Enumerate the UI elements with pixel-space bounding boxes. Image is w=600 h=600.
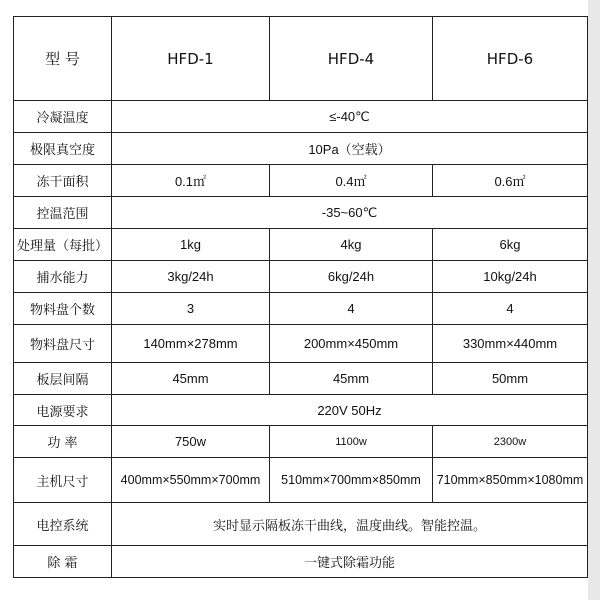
row-label: 极限真空度 (14, 133, 112, 165)
row-value: 140mm×278mm (112, 325, 270, 363)
row-value: 50mm (433, 363, 588, 395)
row-value: 6kg (433, 229, 588, 261)
row-label: 控温范围 (14, 197, 112, 229)
row-value: 1kg (112, 229, 270, 261)
table-row (14, 395, 588, 426)
row-value: 1100w (270, 426, 433, 458)
row-label: 板层间隔 (14, 363, 112, 395)
row-value: 3kg/24h (112, 261, 270, 293)
table-row (14, 458, 588, 503)
table-row (14, 363, 588, 395)
model-hfd-1: HFD-1 (112, 17, 270, 101)
row-label: 功 率 (14, 426, 112, 458)
row-label: 物料盘尺寸 (14, 325, 112, 363)
row-label: 冻干面积 (14, 165, 112, 197)
row-value: 510mm×700mm×850mm (270, 458, 433, 503)
row-value: 6kg/24h (270, 261, 433, 293)
row-value: 750w (112, 426, 270, 458)
row-label: 物料盘个数 (14, 293, 112, 325)
table-row (14, 426, 588, 458)
row-label: 电控系统 (14, 503, 112, 546)
row-label: 冷凝温度 (14, 101, 112, 133)
header-label: 型 号 (14, 17, 112, 101)
row-value: 2300w (433, 426, 588, 458)
row-label: 捕水能力 (14, 261, 112, 293)
row-label: 处理量（每批） (14, 229, 112, 261)
row-value: 一键式除霜功能 (112, 546, 588, 578)
table-row (14, 133, 588, 165)
table-row (14, 197, 588, 229)
row-label: 除 霜 (14, 546, 112, 578)
model-hfd-6: HFD-6 (433, 17, 588, 101)
table-row (14, 229, 588, 261)
row-value: 45mm (270, 363, 433, 395)
row-value: 0.4㎡ (270, 165, 433, 197)
row-value: 3 (112, 293, 270, 325)
table-row (14, 503, 588, 546)
row-value: 4 (270, 293, 433, 325)
table-row (14, 261, 588, 293)
row-value: 220V 50Hz (112, 395, 588, 426)
row-value: 4 (433, 293, 588, 325)
row-value: 710mm×850mm×1080mm (433, 458, 588, 503)
row-value: ≤-40℃ (112, 101, 588, 133)
table-row (14, 165, 588, 197)
table-row (14, 101, 588, 133)
row-value: 4kg (270, 229, 433, 261)
row-label: 主机尺寸 (14, 458, 112, 503)
row-value: 10Pa（空载） (112, 133, 588, 165)
row-value: 200mm×450mm (270, 325, 433, 363)
row-value: 45mm (112, 363, 270, 395)
table-row (14, 546, 588, 578)
model-hfd-4: HFD-4 (270, 17, 433, 101)
row-value: 400mm×550mm×700mm (112, 458, 270, 503)
row-label: 电源要求 (14, 395, 112, 426)
row-value: 实时显示隔板冻干曲线，温度曲线。智能控温。 (112, 503, 588, 546)
row-value: -35~60℃ (112, 197, 588, 229)
scroll-edge (588, 0, 600, 600)
row-value: 10kg/24h (433, 261, 588, 293)
row-value: 0.1㎡ (112, 165, 270, 197)
table-row (14, 293, 588, 325)
row-value: 0.6㎡ (433, 165, 588, 197)
table-row (14, 325, 588, 363)
row-value: 330mm×440mm (433, 325, 588, 363)
table-header-row (14, 17, 588, 101)
spec-table (13, 16, 588, 578)
